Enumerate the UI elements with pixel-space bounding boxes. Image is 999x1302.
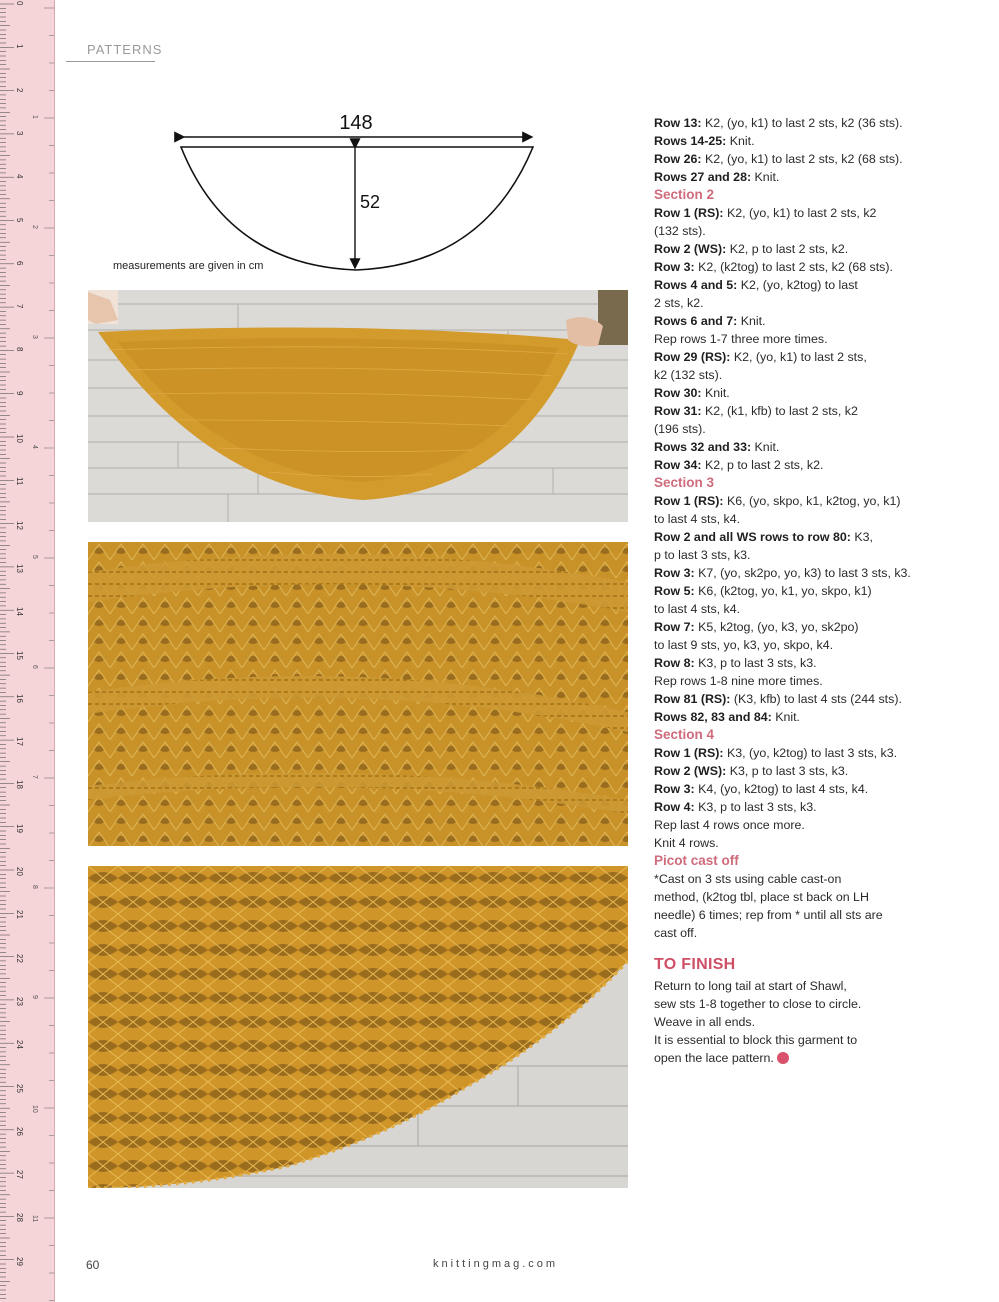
pattern-line: cast off.	[654, 926, 698, 940]
ruler-cm-label: 12	[15, 520, 24, 530]
pattern-line: Row 2 (WS): K2, p to last 2 sts, k2.	[654, 242, 849, 256]
ruler-cm-label: 10	[15, 434, 24, 443]
pattern-line: *Cast on 3 sts using cable cast-on	[654, 872, 842, 886]
diagram-note: measurements are given in cm	[113, 260, 264, 272]
pattern-line: Row 3: K7, (yo, sk2po, yo, k3) to last 3 sts, k3.	[654, 566, 911, 580]
shawl-outline	[181, 147, 533, 270]
finish-line-last: open the lace pattern.	[654, 1049, 984, 1067]
ruler-inch-label: 9	[31, 995, 38, 999]
ruler-cm-label: 6	[15, 260, 24, 266]
ruler-cm-label: 29	[15, 1256, 24, 1266]
photo-lace-edge	[88, 866, 628, 1188]
width-label: 148	[339, 112, 373, 134]
pattern-line: Row 26: K2, (yo, k1) to last 2 sts, k2 (68 sts).	[654, 152, 903, 166]
ruler-cm-label: 17	[15, 737, 24, 746]
pattern-line: Rep rows 1-8 nine more times.	[654, 674, 823, 688]
ruler-cm-label: 23	[15, 996, 24, 1006]
ruler-cm-label: 5	[15, 217, 24, 222]
pattern-line: (196 sts).	[654, 422, 706, 436]
pattern-line: to last 4 sts, k4.	[654, 602, 741, 616]
ruler-cm-label: 20	[15, 867, 24, 876]
ruler-inch-label: 10	[31, 1105, 38, 1113]
pattern-line: to last 4 sts, k4.	[654, 512, 741, 526]
pattern-line: Row 1 (RS): K6, (yo, skpo, k1, k2tog, yo, k1)	[654, 494, 901, 508]
pattern-line: Row 13: K2, (yo, k1) to last 2 sts, k2 (36 sts).	[654, 116, 903, 130]
ruler-cm-label: 24	[15, 1040, 24, 1050]
ruler-cm-label: 18	[15, 780, 24, 790]
pattern-line: Row 30: Knit.	[654, 386, 730, 400]
ruler-inch-label: 3	[31, 335, 38, 339]
pattern-line: Row 81 (RS): (K3, kfb) to last 4 sts (244 sts).	[654, 692, 902, 706]
ruler-cm-label: 9	[15, 390, 24, 396]
section-3-heading: Section 3	[654, 475, 715, 490]
pattern-line: Rows 4 and 5: K2, (yo, k2tog) to last	[654, 278, 858, 292]
ruler-cm-label: 4	[15, 174, 24, 179]
pattern-line: Row 8: K3, p to last 3 sts, k3.	[654, 656, 817, 670]
pattern-line: Rows 32 and 33: Knit.	[654, 440, 780, 454]
ruler-cm-label: 22	[15, 953, 24, 963]
finish-line: Return to long tail at start of Shawl,	[654, 979, 847, 993]
ruler-cm-label: 13	[15, 563, 24, 573]
ruler-cm-label: 25	[15, 1083, 24, 1093]
ruler-cm-label: 8	[15, 347, 24, 352]
ruler-cm-label: 19	[15, 823, 24, 833]
pattern-line: Row 1 (RS): K2, (yo, k1) to last 2 sts, k2	[654, 206, 877, 220]
photo-shawl-held	[88, 290, 628, 522]
pattern-line: Row 3: K4, (yo, k2tog) to last 4 sts, k4.	[654, 782, 869, 796]
ruler-cm-label: 7	[15, 304, 24, 309]
ruler-inch-label: 2	[31, 225, 38, 229]
section-label: PATTERNS	[87, 42, 163, 57]
finish-line: Weave in all ends.	[654, 1015, 756, 1029]
pattern-line: to last 9 sts, yo, k3, yo, skpo, k4.	[654, 638, 834, 652]
ruler-inch-label: 8	[31, 885, 38, 889]
finish-line: It is essential to block this garment to	[654, 1033, 858, 1047]
section-2-heading: Section 2	[654, 187, 715, 202]
pattern-line: Rows 6 and 7: Knit.	[654, 314, 766, 328]
ruler-inch-label: 6	[31, 665, 38, 669]
pattern-line: method, (k2tog tbl, place st back on LH	[654, 890, 869, 904]
to-finish-heading: TO FINISH	[654, 956, 736, 973]
ruler-cm-label: 27	[15, 1170, 24, 1179]
pattern-line: Row 7: K5, k2tog, (yo, k3, yo, sk2po)	[654, 620, 859, 634]
pattern-line: Knit 4 rows.	[654, 836, 719, 850]
pattern-line: Row 5: K6, (k2tog, yo, k1, yo, skpo, k1)	[654, 584, 872, 598]
pattern-line: Row 29 (RS): K2, (yo, k1) to last 2 sts,	[654, 350, 867, 364]
ruler-inch-label: 11	[31, 1215, 38, 1223]
pattern-line: Rep last 4 rows once more.	[654, 818, 805, 832]
pattern-line: (132 sts).	[654, 224, 706, 238]
ruler-cm-label: 28	[15, 1213, 24, 1223]
ruler-cm-label: 14	[15, 607, 24, 617]
ruler-inch-label: 4	[31, 445, 38, 449]
pattern-line: Row 1 (RS): K3, (yo, k2tog) to last 3 sts, k3.	[654, 746, 898, 760]
pattern-line: Row 4: K3, p to last 3 sts, k3.	[654, 800, 817, 814]
pattern-line: Row 2 and all WS rows to row 80: K3,	[654, 530, 873, 544]
pattern-line: Row 31: K2, (k1, kfb) to last 2 sts, k2	[654, 404, 858, 418]
shawl-measurement-diagram	[108, 100, 548, 285]
pattern-line: 2 sts, k2.	[654, 296, 704, 310]
pattern-line: Rows 27 and 28: Knit.	[654, 170, 780, 184]
section-rule	[66, 61, 155, 62]
ruler-cm-label: 26	[15, 1126, 24, 1136]
pattern-line: needle) 6 times; rep from * until all sts are	[654, 908, 883, 922]
section-4-heading: Section 4	[654, 727, 715, 742]
pattern-line: Rows 14-25: Knit.	[654, 134, 755, 148]
ruler-cm-label: 0	[15, 1, 24, 6]
ruler-cm-label: 16	[15, 693, 24, 703]
finish-instructions	[654, 977, 984, 1067]
finish-line: sew sts 1-8 together to close to circle.	[654, 997, 862, 1011]
pattern-line: p to last 3 sts, k3.	[654, 548, 751, 562]
pattern-line: k2 (132 sts).	[654, 368, 723, 382]
pattern-line: Row 34: K2, p to last 2 sts, k2.	[654, 458, 824, 472]
side-ruler	[0, 0, 55, 1302]
ruler-inch-label: 7	[31, 775, 38, 779]
pattern-instructions	[654, 114, 984, 942]
ruler-inch-label: 1	[31, 115, 38, 119]
ruler-cm-label: 11	[15, 477, 24, 486]
pattern-line: Row 3: K2, (k2tog) to last 2 sts, k2 (68 sts).	[654, 260, 893, 274]
ruler-cm-label: 15	[15, 650, 24, 660]
ruler-ticks	[0, 0, 54, 1302]
website-footer: knittingmag.com	[433, 1258, 559, 1270]
ruler-cm-label: 21	[15, 910, 24, 920]
yarn-ball-icon	[777, 1052, 789, 1064]
pattern-line: Rows 82, 83 and 84: Knit.	[654, 710, 801, 724]
ruler-cm-label: 2	[15, 87, 24, 93]
ruler-cm-label: 1	[15, 44, 24, 49]
pattern-line: Rep rows 1-7 three more times.	[654, 332, 828, 346]
ruler-cm-label: 3	[15, 130, 24, 136]
pattern-line: Row 2 (WS): K3, p to last 3 sts, k3.	[654, 764, 849, 778]
ruler-inch-label: 5	[31, 555, 38, 559]
depth-label: 52	[360, 192, 381, 212]
page-number: 60	[86, 1258, 100, 1272]
picot-heading: Picot cast off	[654, 853, 739, 868]
photo-lace-detail	[88, 542, 628, 846]
